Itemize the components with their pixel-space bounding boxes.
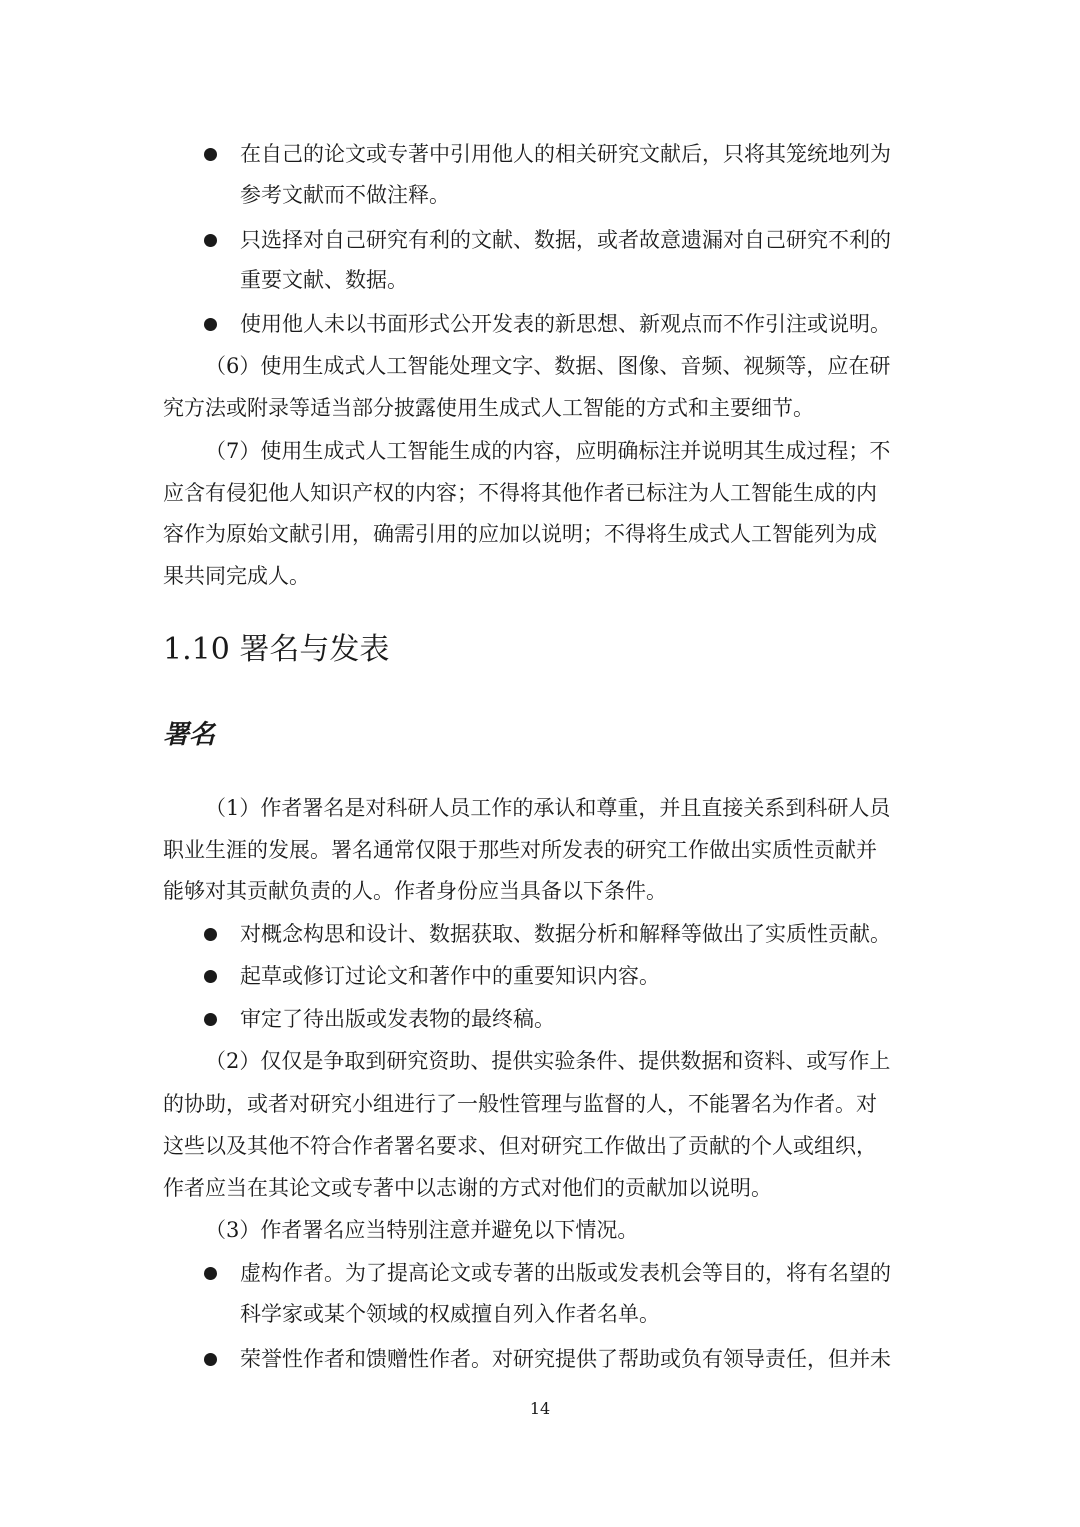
bullet-icon (204, 1013, 217, 1026)
paragraph-line: （3）作者署名应当特别注意并避免以下情况。 (205, 1218, 639, 1242)
bullet-text-continued: 参考文献而不做注释。 (240, 183, 450, 207)
paragraph-line: （7）使用生成式人工智能生成的内容，应明确标注并说明其生成过程；不 (205, 439, 891, 463)
bullet-icon (204, 928, 217, 941)
paragraph-line: 的协助，或者对研究小组进行了一般性管理与监督的人，不能署名为作者。对 (163, 1092, 877, 1116)
bullet-text-continued: 科学家或某个领域的权威擅自列入作者名单。 (240, 1302, 660, 1326)
bullet-text: 虚构作者。为了提高论文或专著的出版或发表机会等目的，将有名望的 (240, 1261, 891, 1285)
paragraph-line: 果共同完成人。 (163, 564, 310, 588)
bullet-text: 荣誉性作者和馈赠性作者。对研究提供了帮助或负有领导责任，但并未 (240, 1347, 891, 1371)
paragraph-line: 究方法或附录等适当部分披露使用生成式人工智能的方式和主要细节。 (163, 396, 814, 420)
paragraph-line: 能够对其贡献负责的人。作者身份应当具备以下条件。 (163, 879, 667, 903)
section-heading: 1.10 署名与发表 (163, 632, 390, 667)
paragraph-line: 作者应当在其论文或专著中以志谢的方式对他们的贡献加以说明。 (163, 1176, 772, 1200)
bullet-icon (204, 318, 217, 331)
bullet-text: 使用他人未以书面形式公开发表的新思想、新观点而不作引注或说明。 (240, 312, 891, 336)
paragraph-line: 应含有侵犯他人知识产权的内容；不得将其他作者已标注为人工智能生成的内 (163, 481, 877, 505)
paragraph-line: 容作为原始文献引用，确需引用的应加以说明；不得将生成式人工智能列为成 (163, 522, 877, 546)
paragraph-line: （2）仅仅是争取到研究资助、提供实验条件、提供数据和资料、或写作上 (205, 1049, 891, 1073)
subsection-heading: 署名 (163, 720, 216, 750)
paragraph-line: 职业生涯的发展。署名通常仅限于那些对所发表的研究工作做出实质性贡献并 (163, 838, 877, 862)
bullet-icon (204, 148, 217, 161)
bullet-text: 起草或修订过论文和著作中的重要知识内容。 (240, 964, 660, 988)
paragraph-line: （6）使用生成式人工智能处理文字、数据、图像、音频、视频等，应在研 (205, 354, 891, 378)
bullet-text-continued: 重要文献、数据。 (240, 268, 408, 292)
bullet-icon (204, 234, 217, 247)
bullet-text: 在自己的论文或专著中引用他人的相关研究文献后，只将其笼统地列为 (240, 142, 891, 166)
paragraph-line: 这些以及其他不符合作者署名要求、但对研究工作做出了贡献的个人或组织， (163, 1134, 877, 1158)
bullet-text: 对概念构思和设计、数据获取、数据分析和解释等做出了实质性贡献。 (240, 922, 891, 946)
bullet-icon (204, 1267, 217, 1280)
bullet-icon (204, 970, 217, 983)
page-number: 14 (529, 1399, 551, 1418)
paragraph-line: （1）作者署名是对科研人员工作的承认和尊重，并且直接关系到科研人员 (205, 796, 891, 820)
bullet-icon (204, 1353, 217, 1366)
bullet-text: 只选择对自己研究有利的文献、数据，或者故意遗漏对自己研究不利的 (240, 228, 891, 252)
bullet-text: 审定了待出版或发表物的最终稿。 (240, 1007, 555, 1031)
